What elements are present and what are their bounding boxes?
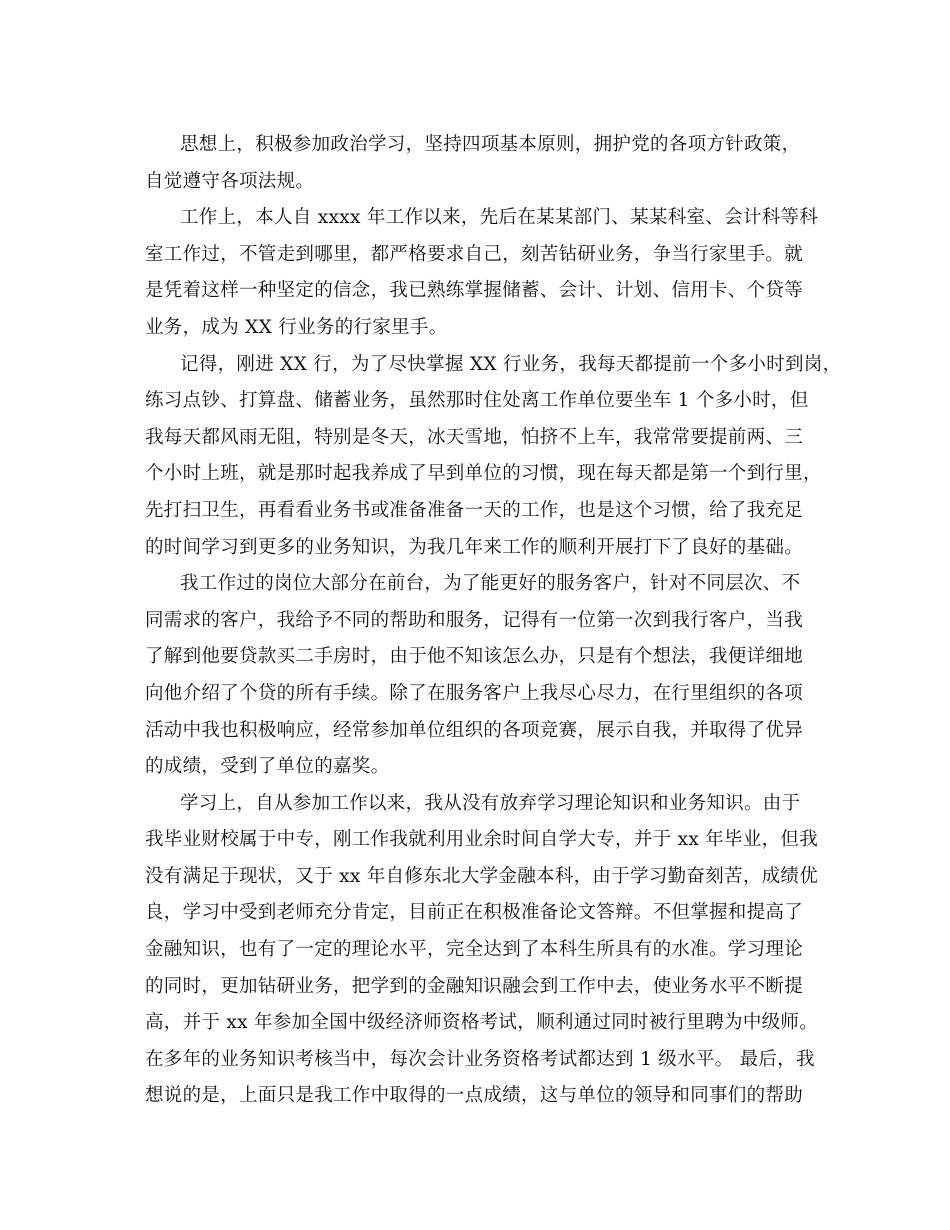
- text-line: 在多年的业务知识考核当中，每次会计业务资格考试都达到 1 级水平。 最后，我: [145, 1048, 815, 1070]
- paragraph: [145, 566, 805, 786]
- text-line: 高，并于 xx 年参加全国中级经济师资格考试，顺利通过同时被行里聘为中级师。: [145, 1012, 819, 1034]
- paragraph: [145, 347, 842, 567]
- text-line: 室工作过，不管走到哪里，都严格要求自己，刻苦钻研业务，争当行家里手。就: [145, 243, 804, 265]
- text-line: 工作上，本人自 xxxx 年工作以来，先后在某某部门、某某科室、会计科等科: [180, 207, 819, 229]
- text-line: 没有满足于现状，又于 xx 年自修东北大学金融本科，由于学习勤奋刻苦，成绩优: [145, 865, 819, 887]
- text-line: 想说的是，上面只是我工作中取得的一点成绩，这与单位的领导和同事们的帮助: [145, 1085, 804, 1107]
- text-line: 学习上，自从参加工作以来，我从没有放弃学习理论知识和业务知识。由于: [180, 792, 801, 814]
- text-line: 思想上，积极参加政治学习，坚持四项基本原则，拥护党的各项方针政策，: [180, 134, 801, 155]
- text-line: 的同时，更加钻研业务，把学到的金融知识融会到工作中去，使业务水平不断提: [145, 975, 804, 997]
- text-line: 记得，刚进 XX 行，为了尽快掌握 XX 行业务，我每天都提前一个多小时到岗，: [180, 353, 842, 375]
- text-line: 金融知识，也有了一定的理论水平，完全达到了本科生所具有的水准。学习理论: [145, 939, 804, 961]
- text-line: 的时间学习到更多的业务知识，为我几年来工作的顺利开展打下了良好的基础。: [145, 536, 804, 558]
- text-line: 业务，成为 XX 行业务的行家里手。: [145, 316, 448, 338]
- text-line: 先打扫卫生，再看看业务书或准备准备一天的工作，也是这个习惯，给了我充足: [145, 499, 804, 521]
- text-line: 良，学习中受到老师充分肯定，目前正在积极准备论文答辩。不但掌握和提高了: [145, 902, 804, 924]
- text-line: 练习点钞、打算盘、储蓄业务，虽然那时住处离工作单位要坐车 1 个多小时，但: [145, 390, 809, 412]
- paragraph: [145, 200, 819, 346]
- document-body: [145, 127, 842, 1115]
- paragraph: [145, 786, 819, 1115]
- text-line: 我每天都风雨无阻，特别是冬天，冰天雪地，怕挤不上车，我常常要提前两、三: [145, 426, 804, 448]
- text-line: 我工作过的岗位大部分在前台，为了能更好的服务客户，针对不同层次、不: [180, 573, 801, 595]
- text-line: 活动中我也积极响应，经常参加单位组织的各项竞赛，展示自我，并取得了优异: [145, 719, 804, 741]
- text-line: 的成绩，受到了单位的嘉奖。: [145, 756, 390, 778]
- text-line: 向他介绍了个贷的所有手续。除了在服务客户上我尽心尽力，在行里组织的各项: [145, 682, 804, 704]
- paragraph: [145, 127, 805, 200]
- text-line: 自觉遵守各项法规。: [145, 170, 315, 192]
- text-line: 了解到他要贷款买二手房时，由于他不知该怎么办，只是有个想法，我便详细地: [145, 646, 804, 668]
- text-line: 个小时上班，就是那时起我养成了早到单位的习惯，现在每天都是第一个到行里，: [145, 463, 822, 485]
- text-line: 是凭着这样一种坚定的信念，我已熟练掌握储蓄、会计、计划、信用卡、个贷等: [145, 280, 804, 302]
- text-line: 我毕业财校属于中专，刚工作我就利用业余时间自学大专，并于 xx 年毕业，但我: [145, 829, 819, 851]
- text-line: 同需求的客户，我给予不同的帮助和服务，记得有一位第一次到我行客户，当我: [145, 609, 804, 631]
